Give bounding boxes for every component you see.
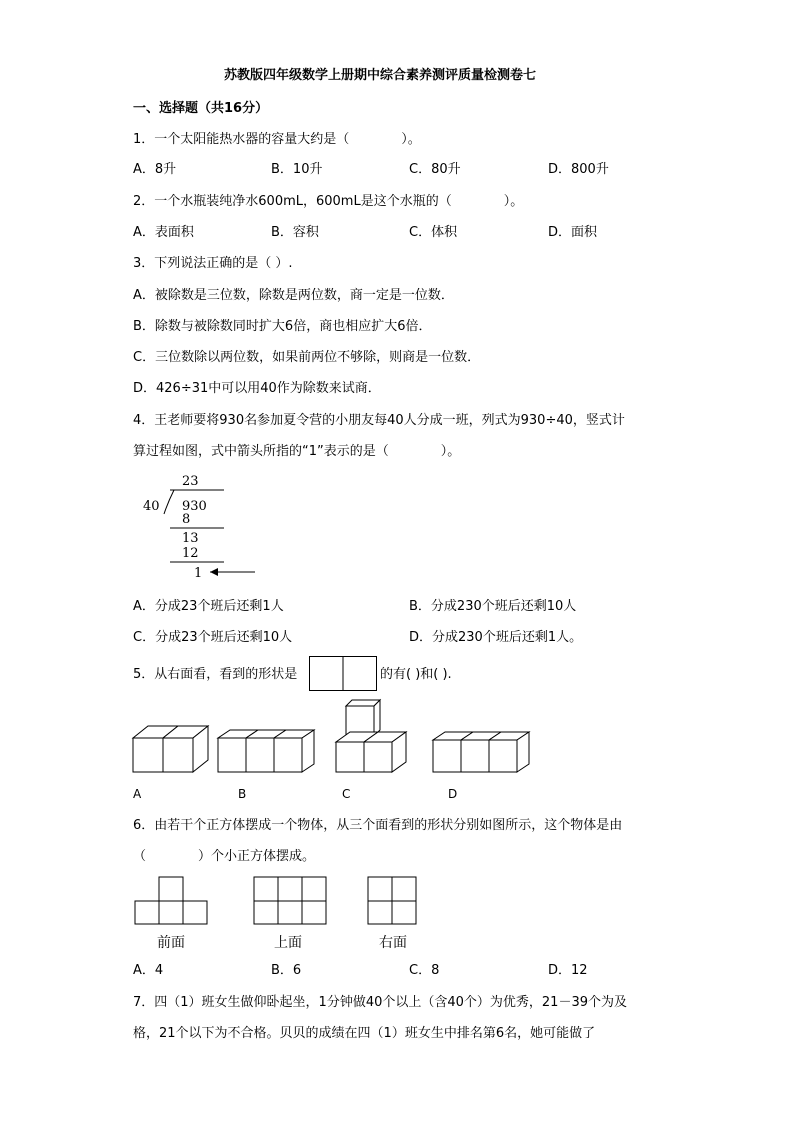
- option-c[interactable]: C．80升: [409, 162, 461, 177]
- label-b: B: [238, 787, 247, 801]
- right-view-shape: [309, 656, 379, 692]
- option-a[interactable]: A．4: [133, 963, 164, 978]
- front-view: [135, 877, 207, 924]
- question-4-stem-line1: 4．王老师要将930名参加夏令营的小朋友每40人分成一班，列式为930÷40，竖式计: [133, 413, 625, 428]
- option-d[interactable]: D．面积: [548, 225, 598, 240]
- question-2-stem: 2．一个水瓶装纯净水600mL，600mL是这个水瓶的（ ）。: [133, 194, 524, 209]
- dividend: 930: [182, 499, 207, 514]
- cube-arrangements: [128, 692, 538, 804]
- step-product-1: 8: [182, 512, 191, 527]
- right-view: [368, 877, 416, 924]
- long-division-figure: [130, 470, 270, 585]
- question-1-stem: 1．一个太阳能热水器的容量大约是（ ）。: [133, 132, 421, 147]
- three-views-figure: [133, 874, 423, 952]
- right-view-label: 右面: [379, 935, 407, 951]
- question-3-stem: 3．下列说法正确的是（ ）.: [133, 256, 293, 271]
- option-a[interactable]: A．被除数是三位数，除数是两位数，商一定是一位数．: [133, 288, 454, 303]
- figure-a: [133, 726, 208, 772]
- divisor: 40: [143, 499, 160, 514]
- division-bracket: [164, 490, 174, 514]
- front-view-label: 前面: [157, 935, 185, 951]
- question-5-stem-start: 5．从右面看，看到的形状是: [133, 667, 298, 682]
- top-view: [254, 877, 326, 924]
- option-b[interactable]: B．除数与被除数同时扩大6倍，商也相应扩大6倍．: [133, 319, 432, 334]
- label-c: C: [342, 787, 351, 801]
- question-6-stem-line1: 6．由若干个正方体摆成一个物体，从三个面看到的形状分别如图所示，这个物体是由: [133, 818, 623, 833]
- option-d[interactable]: D．12: [548, 963, 588, 978]
- figure-b: [218, 730, 314, 772]
- page-title: 苏教版四年级数学上册期中综合素养测评质量检测卷七: [224, 68, 537, 83]
- quotient: 23: [182, 474, 199, 489]
- option-b[interactable]: B．容积: [271, 225, 319, 240]
- top-view-label: 上面: [274, 935, 302, 951]
- option-c[interactable]: C．8: [409, 963, 440, 978]
- label-d: D: [448, 787, 458, 801]
- option-c[interactable]: C．体积: [409, 225, 458, 240]
- label-a: A: [133, 787, 142, 801]
- figure-d: [433, 732, 529, 772]
- option-d[interactable]: D．800升: [548, 162, 609, 177]
- step-product-2: 12: [182, 546, 199, 561]
- question-7-line2: 格，21个以下为不合格。贝贝的成绩在四（1）班女生中排名第6名，她可能做了: [133, 1026, 596, 1041]
- question-5-stem-end: 的有( )和( ).: [380, 667, 452, 682]
- option-d[interactable]: D．分成230个班后还剩1人。: [409, 630, 583, 645]
- question-6-stem-line2: （ ）个小正方体摆成。: [133, 849, 316, 864]
- final-remainder: 1: [194, 566, 203, 581]
- option-b[interactable]: B．10升: [271, 162, 323, 177]
- step-remainder-1: 13: [182, 531, 199, 546]
- option-b[interactable]: B．6: [271, 963, 302, 978]
- question-4-stem-line2: 算过程如图，式中箭头所指的“1”表示的是（ ）。: [133, 444, 461, 459]
- option-b[interactable]: B．分成230个班后还剩10人: [409, 599, 577, 614]
- option-a[interactable]: A．表面积: [133, 225, 194, 240]
- question-7-line1: 7．四（1）班女生做仰卧起坐，1分钟做40个以上（含40个）为优秀，21－39个为及: [133, 995, 627, 1010]
- section-heading: 一、选择题（共16分）: [133, 101, 269, 116]
- option-c[interactable]: C．分成23个班后还剩10人: [133, 630, 293, 645]
- option-c[interactable]: C．三位数除以两位数，如果前两位不够除，则商是一位数．: [133, 350, 481, 365]
- option-a[interactable]: A．分成23个班后还剩1人: [133, 599, 284, 614]
- option-d[interactable]: D．426÷31中可以用40作为除数来试商．: [133, 381, 381, 396]
- figure-c: [336, 700, 406, 772]
- option-a[interactable]: A．8升: [133, 162, 177, 177]
